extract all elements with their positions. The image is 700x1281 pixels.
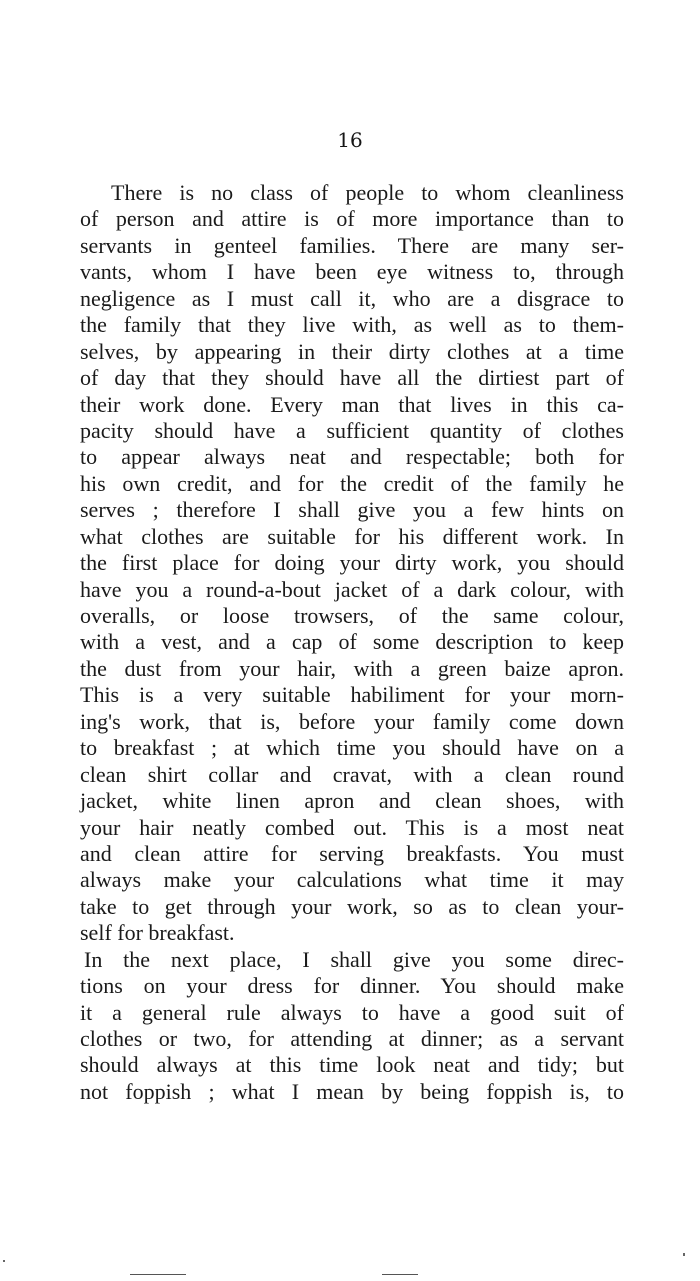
text-line: to appear always neat and respectable; both for	[80, 444, 624, 470]
text-line: selves, by appearing in their dirty clothes at a time	[80, 338, 624, 364]
text-line: it a general rule always to have a good suit of	[80, 999, 624, 1025]
text-line: pacity should have a sufficient quantity of clothes	[80, 417, 624, 443]
scan-speck	[683, 1253, 685, 1256]
text-line: should always at this time look neat and tidy; but	[80, 1052, 624, 1078]
text-line: have you a round-a-bout jacket of a dark colour, with	[80, 576, 624, 602]
text-line: and clean attire for serving breakfasts. You must	[80, 840, 624, 866]
text-line: not foppish ; what I mean by being foppish is, to	[80, 1078, 624, 1104]
text-line: clothes or two, for attending at dinner; as a servant	[80, 1026, 624, 1051]
text-line: overalls, or loose trowsers, of the same colour,	[80, 603, 624, 628]
text-line: always make your calculations what time it may	[80, 867, 624, 893]
text-line: the dust from your hair, with a green baize apron.	[80, 655, 624, 681]
text-line: negligence as I must call it, who are a disgrace to	[80, 285, 624, 311]
text-line: what clothes are suitable for his different work. In	[80, 523, 624, 549]
text-line: servants in genteel families. There are many ser-	[80, 232, 624, 258]
text-line: In the next place, I shall give you some direc-	[84, 946, 624, 972]
text-line: the first place for doing your dirty work, you should	[80, 550, 624, 576]
footer-rule-left	[130, 1274, 186, 1275]
text-line: with a vest, and a cap of some description to keep	[80, 629, 624, 655]
text-line: of day that they should have all the dirtiest part of	[80, 365, 624, 391]
text-line: of person and attire is of more importance than to	[80, 206, 624, 232]
scan-speck	[3, 1260, 5, 1262]
page-number: 16	[337, 128, 363, 152]
text-line: There is no class of people to whom cleanliness	[111, 180, 624, 205]
body-text	[80, 180, 624, 1105]
text-line: jacket, white linen apron and clean shoes, with	[80, 788, 624, 814]
footer-rule-right	[382, 1274, 418, 1275]
text-line: serves ; therefore I shall give you a few hints on	[80, 497, 624, 523]
text-line: his own credit, and for the credit of the family he	[80, 470, 624, 496]
text-line: your hair neatly combed out. This is a most neat	[80, 814, 624, 840]
paragraph-dinner-dress	[80, 947, 624, 1106]
text-line: tions on your dress for dinner. You should make	[80, 973, 624, 999]
text-line: vants, whom I have been eye witness to, through	[80, 259, 624, 285]
text-line: the family that they live with, as well as to them-	[80, 312, 624, 338]
text-line: ing's work, that is, before your family come down	[80, 708, 624, 734]
text-line: This is a very suitable habiliment for your morn-	[80, 682, 624, 708]
paragraph-cleanliness	[80, 180, 624, 947]
text-line: clean shirt collar and cravat, with a clean round	[80, 761, 624, 787]
text-line: self for breakfast.	[80, 920, 235, 946]
text-line: their work done. Every man that lives in this ca-	[80, 391, 624, 417]
text-line: take to get through your work, so as to clean your-	[80, 893, 624, 919]
text-line: to breakfast ; at which time you should have on a	[80, 735, 624, 761]
